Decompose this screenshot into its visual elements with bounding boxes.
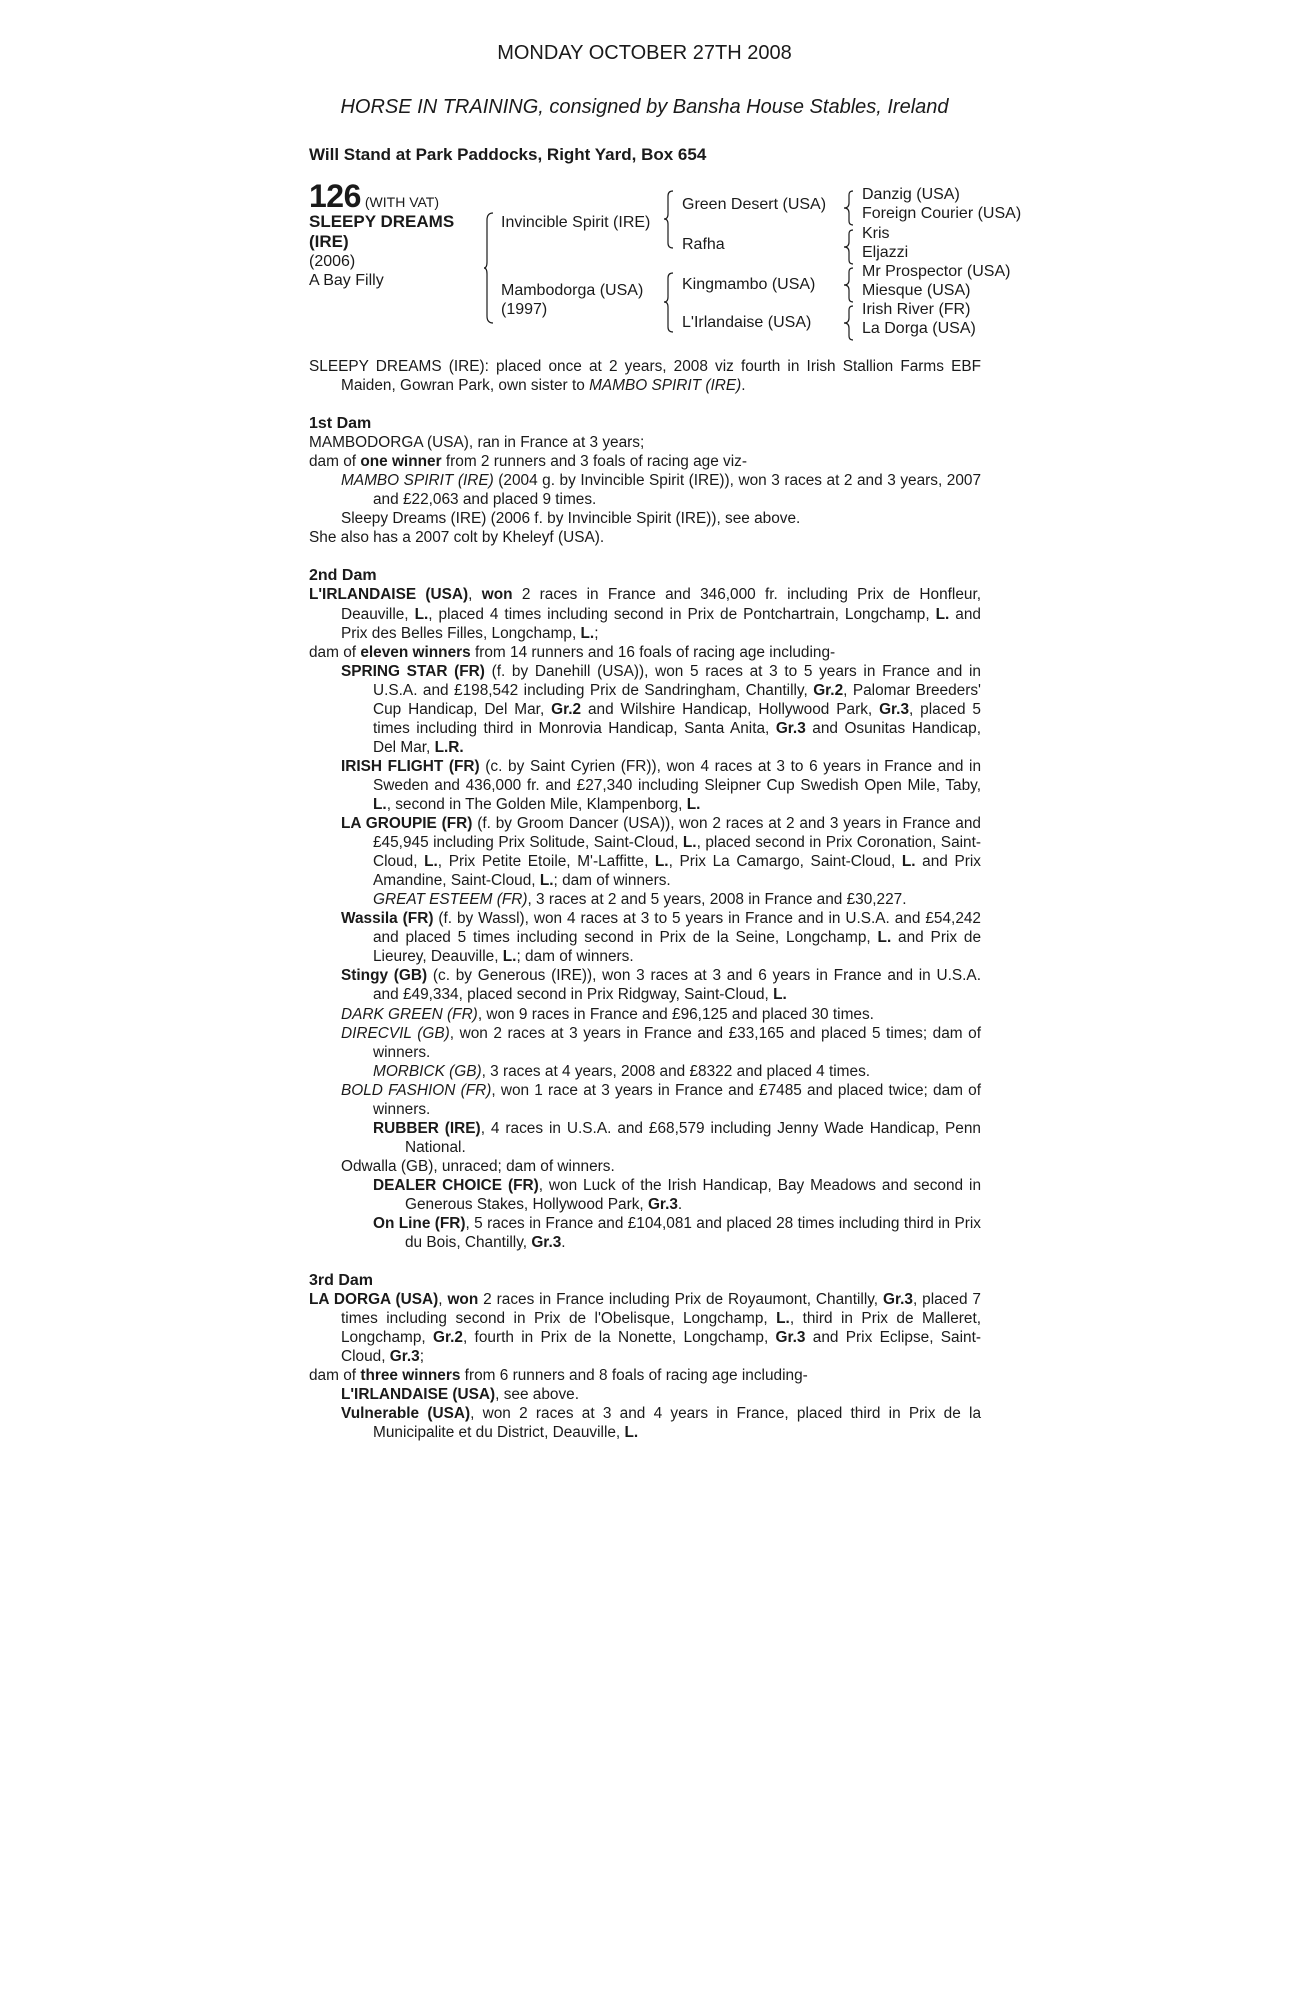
stand-location: Will Stand at Park Paddocks, Right Yard, Box 654 [309, 145, 707, 164]
progeny-entry: LA GROUPIE (FR) (f. by Groom Dancer (USA)), won 2 races at 2 and 3 years in France and £45,945 including Prix Solitude, Saint-Cloud, L., placed second in Prix Coronation, Saint-Cloud, L., Prix Petite Etoile, M'-Laffitte, L., Prix La Camargo, Saint-Cloud, L. and Prix Amandine, Saint-Cloud, L.; dam of winners. [341, 815, 982, 890]
lot-year: (2006) [309, 253, 356, 270]
pedigree-dam-dam: L'Irlandaise (USA) [682, 314, 812, 331]
progeny-entry: IRISH FLIGHT (FR) (c. by Saint Cyrien (FR)), won 4 races at 3 to 6 years in France and in Sweden and 436,000 fr. and £27,340 including Sleipner Cup Swedish Open Mile, Taby, L., second in The Golden Mile, Klampenborg, L. [341, 757, 982, 813]
pedigree-sire-dam: Rafha [682, 236, 725, 253]
second-dam-heading: 2nd Dam [309, 567, 377, 585]
progeny-entry: Wassila (FR) (f. by Wassl), won 4 races at 3 to 5 years in France and in U.S.A. and £54,242 and placed 5 times including second in Prix de la Seine, Longchamp, L. and Prix de Lieurey, Deauville, L.; dam of winners. [341, 910, 982, 966]
progeny-entry: MORBICK (GB), 3 races at 4 years, 2008 and £8322 and placed 4 times. [373, 1062, 871, 1080]
third-dam-line: LA DORGA (USA), won 2 races in France including Prix de Royaumont, Chantilly, Gr.3, placed 7 times including second in Prix de l'Obelisque, Longchamp, L., third in Prix de Malleret, Longchamp, Gr.2, fourth in Prix de la Nonette, Longchamp, Gr.3 and Prix Eclipse, Saint-Cloud, Gr.3; [309, 1291, 981, 1366]
pedigree-ggp: La Dorga (USA) [862, 320, 976, 337]
consignment-subtitle: HORSE IN TRAINING, consigned by Bansha House Stables, Ireland [340, 96, 949, 118]
progeny-entry: Vulnerable (USA), won 2 races at 3 and 4 years in France, placed third in Prix de la Municipalite et du District, Deauville, L. [341, 1405, 981, 1442]
progeny-entry: GREAT ESTEEM (FR), 3 races at 2 and 5 years, 2008 in France and £30,227. [373, 891, 907, 909]
progeny-entry: Sleepy Dreams (IRE) (2006 f. by Invincible Spirit (IRE)), see above. [341, 510, 801, 528]
progeny-entry: DEALER CHOICE (FR), won Luck of the Irish Handicap, Bay Meadows and second in Generous Stakes, Hollywood Park, Gr.3. [373, 1176, 981, 1213]
first-dam-dam-of: dam of one winner from 2 runners and 3 foals of racing age viz- [309, 453, 747, 471]
first-dam-heading: 1st Dam [309, 415, 372, 433]
progeny-entry: RUBBER (IRE), 4 races in U.S.A. and £68,579 including Jenny Wade Handicap, Penn National. [373, 1119, 981, 1156]
lot-name-line2: (IRE) [309, 232, 349, 251]
intro-paragraph: SLEEPY DREAMS (IRE): placed once at 2 years, 2008 viz fourth in Irish Stallion Farms EBF Maiden, Gowran Park, own sister to MAMBO SPIRIT (IRE). [309, 358, 981, 395]
lot-vat: (WITH VAT) [364, 194, 440, 210]
brace-sire-parents [664, 190, 674, 250]
progeny-entry: L'IRLANDAISE (USA), see above. [341, 1386, 579, 1404]
second-dam-line: L'IRLANDAISE (USA), won 2 races in France and 346,000 fr. including Prix de Honfleur, Deauville, L., placed 4 times including second in Prix de Pontchartrain, Longchamp, L. and Prix des Belles Filles, Longchamp, L.; [309, 586, 981, 642]
pedigree-sire: Invincible Spirit (IRE) [501, 214, 651, 231]
pedigree-ggp: Irish River (FR) [862, 301, 971, 318]
pedigree-dam-sire: Kingmambo (USA) [682, 276, 816, 293]
pedigree-ggp: Danzig (USA) [862, 186, 960, 203]
brace-ggp-4 [844, 305, 854, 341]
progeny-entry: MAMBO SPIRIT (IRE) (2004 g. by Invincible Spirit (IRE)), won 3 races at 2 and 3 years, 2007 and £22,063 and placed 9 times. [341, 472, 982, 509]
lot-name-line1: SLEEPY DREAMS [309, 212, 455, 231]
progeny-entry: Stingy (GB) (c. by Generous (IRE)), won 3 races at 3 and 6 years in France and in U.S.A. and £49,334, placed second in Prix Ridgway, Saint-Cloud, L. [341, 967, 981, 1004]
lot-number: 126 [309, 178, 361, 214]
brace-dam-parents [664, 272, 674, 334]
pedigree-dam-year: (1997) [501, 301, 548, 318]
lot-details [309, 357, 981, 1443]
second-dam-dam-of: dam of eleven winners from 14 runners and 16 foals of racing age including- [309, 643, 836, 661]
progeny-entry: On Line (FR), 5 races in France and £104,081 and placed 28 times including third in Prix du Bois, Chantilly, Gr.3. [373, 1215, 981, 1252]
pedigree-ggp: Mr Prospector (USA) [862, 263, 1011, 280]
brace-ggp-2 [844, 229, 854, 265]
lot-info [309, 178, 509, 290]
pedigree-dam: Mambodorga (USA) [501, 282, 644, 299]
progeny-entry: BOLD FASHION (FR), won 1 race at 3 years in France and £7485 and placed twice; dam of winners. [341, 1081, 981, 1118]
brace-sire-dam [484, 212, 494, 324]
pedigree-ggp: Foreign Courier (USA) [862, 205, 1022, 222]
first-dam-line: MAMBODORGA (USA), ran in France at 3 years; [309, 434, 645, 452]
pedigree-ggp: Kris [862, 225, 890, 242]
third-dam-dam-of: dam of three winners from 6 runners and 8 foals of racing age including- [309, 1367, 808, 1385]
progeny-entry: DARK GREEN (FR), won 9 races in France and £96,125 and placed 30 times. [341, 1005, 874, 1023]
progeny-entry: SPRING STAR (FR) (f. by Danehill (USA)), won 5 races at 3 to 5 years in France and in U.S.A. and £198,542 including Prix de Sandringham, Chantilly, Gr.2, Palomar Breeders' Cup Handicap, Del Mar, Gr.2 and Wilshire Handicap, Hollywood Park, Gr.3, placed 5 times including third in Monrovia Handicap, Santa Anita, Gr.3 and Osunitas Handicap, Del Mar, L.R. [341, 662, 981, 756]
first-dam-also: She also has a 2007 colt by Kheleyf (USA). [309, 529, 605, 547]
progeny-entry: Odwalla (GB), unraced; dam of winners. [341, 1157, 615, 1175]
third-dam-heading: 3rd Dam [309, 1272, 374, 1290]
sale-date: MONDAY OCTOBER 27TH 2008 [497, 42, 792, 64]
progeny-entry: DIRECVIL (GB), won 2 races at 3 years in France and £33,165 and placed 5 times; dam of winners. [341, 1024, 981, 1061]
brace-ggp-1 [844, 190, 854, 226]
brace-ggp-3 [844, 267, 854, 303]
pedigree-sire-sire: Green Desert (USA) [682, 196, 827, 213]
pedigree-ggp: Eljazzi [862, 244, 909, 261]
lot-description: A Bay Filly [309, 272, 384, 289]
pedigree-ggp: Miesque (USA) [862, 282, 971, 299]
